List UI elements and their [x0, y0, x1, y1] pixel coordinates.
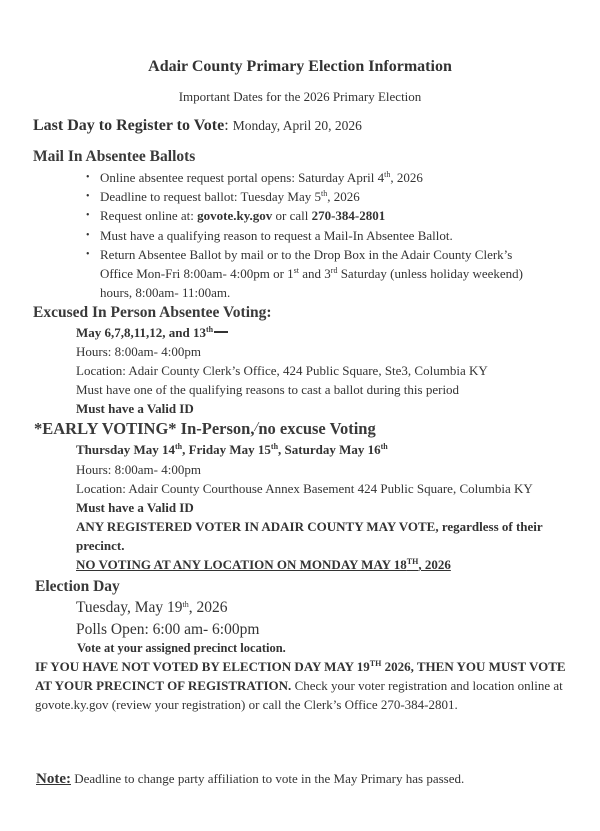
mail-in-item — [100, 228, 453, 244]
warning-text: Check your voter registration and location online at govote.ky.gov (review your registration) or call the Clerk’s Office 270-384-2801. — [35, 678, 563, 712]
excused-heading: Excused In Person Absentee Voting: — [33, 304, 272, 321]
handwritten-tick-mark: / — [254, 420, 259, 435]
ordinal: th — [174, 442, 183, 451]
heading-text: no excuse Voting — [258, 419, 376, 438]
ordinal: rd — [330, 266, 338, 275]
ordinal: th — [206, 325, 214, 334]
dates-text: Thursday May 14 — [76, 442, 175, 457]
election-date — [76, 599, 227, 617]
ordinal: TH — [369, 659, 382, 668]
ordinal: th — [380, 442, 388, 451]
register-deadline — [33, 117, 362, 135]
item-text: Office Mon-Fri 8:00am- 4:00pm or 1 — [100, 266, 294, 281]
item-text: Online absentee request portal opens: Saturday April 4 — [100, 170, 385, 185]
item-text: , 2026 — [390, 170, 423, 185]
heading-text: *EARLY VOTING* In-Person, — [34, 419, 255, 438]
register-sep: : — [224, 117, 233, 134]
item-text: or call — [272, 208, 312, 223]
notice-text: NO VOTING AT ANY LOCATION ON MONDAY MAY 18 — [76, 557, 407, 572]
mail-in-heading: Mail In Absentee Ballots — [33, 148, 196, 165]
item-text: , 2026 — [327, 189, 360, 204]
early-dates — [76, 442, 388, 458]
early-location: Location: Adair County Courthouse Annex Basement 424 Public Square, Columbia KY — [76, 481, 533, 496]
mail-in-item-cont: hours, 8:00am- 11:00am. — [100, 285, 231, 300]
excused-dates — [76, 325, 228, 341]
phone-number: 270-384-2801 — [311, 208, 386, 223]
register-label: Last Day to Register to Vote — [33, 117, 225, 134]
note-label: Note: — [36, 771, 71, 787]
no-voting-notice — [76, 557, 451, 573]
ordinal: th — [384, 170, 391, 179]
polls-hours: Polls Open: 6:00 am- 6:00pm — [76, 621, 260, 638]
ordinal: TH — [406, 557, 419, 566]
note-text: Deadline to change party affiliation to vote in the May Primary has passed. — [70, 771, 465, 786]
warning-text: 2026, THEN YOU MUST VOTE AT YOUR PRECINCT OF REGISTRATION. — [35, 659, 566, 693]
election-day-warning — [35, 657, 570, 714]
precinct-notice: Vote at your assigned precinct location. — [77, 641, 286, 655]
website-link[interactable]: govote.ky.gov — [197, 208, 273, 223]
ordinal: st — [293, 266, 299, 275]
date-text: Tuesday, May 19 — [76, 599, 183, 616]
date-text: , 2026 — [188, 599, 228, 616]
early-id: Must have a Valid ID — [76, 500, 194, 515]
mail-in-item — [100, 189, 360, 205]
document-title: Adair County Primary Election Information — [148, 58, 452, 75]
handwritten-dash-mark — [214, 331, 228, 333]
early-any-voter: ANY REGISTERED VOTER IN ADAIR COUNTY MAY VOTE, regardless of their — [76, 519, 543, 534]
item-text: Must have a qualifying reason to request a Mail-In Absentee Ballot. — [100, 228, 453, 243]
early-voting-heading — [34, 419, 376, 439]
warning-text: IF YOU HAVE NOT VOTED BY ELECTION DAY MAY 19 — [35, 659, 370, 674]
document-subtitle: Important Dates for the 2026 Primary Election — [178, 89, 422, 104]
ordinal: th — [320, 189, 328, 198]
excused-location: Location: Adair County Clerk’s Office, 424 Public Square, Ste3, Columbia KY — [76, 363, 488, 378]
mail-in-item — [100, 170, 423, 186]
dates-text: , Saturday May 16 — [278, 442, 381, 457]
item-text: Request online at: — [100, 208, 198, 223]
election-day-heading: Election Day — [35, 578, 120, 595]
ordinal: th — [270, 442, 279, 451]
early-hours: Hours: 8:00am- 4:00pm — [76, 462, 201, 477]
note — [36, 771, 464, 788]
item-text: Deadline to request ballot: Tuesday May 5 — [100, 189, 321, 204]
early-any-voter-cont: precinct. — [76, 538, 125, 553]
register-date: Monday, April 20, 2026 — [232, 118, 362, 133]
item-text: Return Absentee Ballot by mail or to the Drop Box in the Adair County Clerk’s — [100, 247, 513, 262]
mail-in-item — [100, 247, 512, 263]
excused-id: Must have a Valid ID — [76, 401, 194, 416]
item-text: and 3 — [299, 266, 331, 281]
dates-text: , Friday May 15 — [182, 442, 271, 457]
excused-hours: Hours: 8:00am- 4:00pm — [76, 344, 201, 359]
dates-text: May 6,7,8,11,12, and 13 — [76, 325, 207, 340]
ordinal: th — [182, 600, 189, 609]
notice-text: , 2026 — [418, 557, 451, 572]
mail-in-item — [100, 208, 385, 224]
mail-in-item-cont — [100, 266, 523, 282]
item-text: Saturday (unless holiday weekend) — [337, 266, 524, 281]
excused-reason: Must have one of the qualifying reasons to cast a ballot during this period — [76, 382, 460, 397]
